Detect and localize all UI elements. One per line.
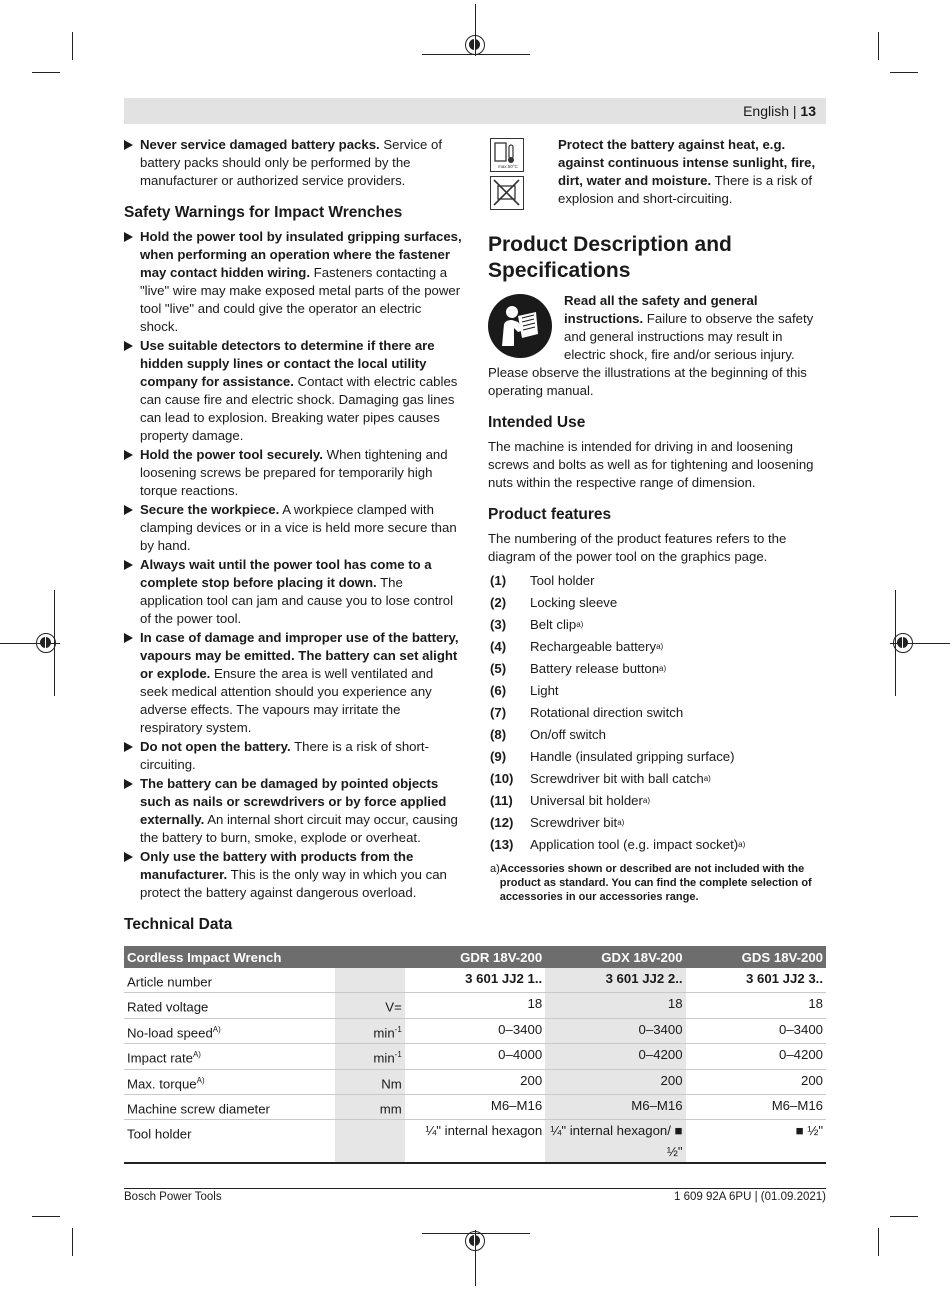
read-manual-icon — [488, 294, 552, 358]
bullet-item — [124, 738, 462, 774]
crop-mark — [890, 1216, 918, 1217]
row-label — [124, 1044, 335, 1069]
feature-number: (12) — [490, 815, 514, 830]
bullet-triangle-icon — [124, 560, 133, 570]
row-unit — [335, 968, 405, 993]
table-row — [124, 1018, 826, 1043]
feature-number: (11) — [490, 793, 513, 808]
row-value: 0–3400 — [686, 1018, 826, 1043]
features-list — [488, 570, 826, 856]
read-bold: Read all the safety and general instructions. — [564, 293, 758, 326]
header-label: English | 13 — [743, 103, 816, 119]
registration-mark-icon — [36, 633, 56, 653]
feature-number: (13) — [490, 837, 514, 852]
temperature-label: max.50°C — [498, 164, 518, 169]
list-item — [488, 680, 826, 702]
read-instructions-block — [488, 292, 826, 364]
table-header-model: GDX 18V-200 — [545, 946, 685, 968]
warning-text: There is a risk of explosion and short-circuiting. — [558, 173, 813, 206]
row-value: ■ ½" — [686, 1120, 826, 1164]
feature-number: (1) — [490, 573, 507, 588]
row-unit-text: V= — [385, 999, 402, 1015]
table-row — [124, 1069, 826, 1094]
row-value: 3 601 JJ2 1.. — [405, 968, 545, 993]
read-text: Failure to observe the safety and general instructions may result in electric shock, fire and/or serious injury. — [564, 311, 814, 362]
feature-label: Battery release button — [530, 661, 660, 676]
list-item — [488, 812, 826, 834]
bullet-item — [124, 446, 462, 500]
row-unit — [335, 1094, 405, 1119]
left-column — [124, 136, 462, 903]
bullet-item — [124, 556, 462, 628]
registration-mark-icon — [465, 35, 485, 55]
list-item — [488, 702, 826, 724]
row-value: 0–3400 — [545, 1018, 685, 1043]
table-header-label: Cordless Impact Wrench — [124, 946, 405, 968]
row-unit — [335, 1044, 405, 1069]
crop-mark — [878, 1228, 879, 1256]
bullet-bold: Use suitable detectors to determine if there are hidden supply lines or contact the local utility company for assistance. — [140, 338, 435, 389]
row-value: M6–M16 — [405, 1094, 545, 1119]
thermometer-icon — [491, 139, 522, 170]
registration-mark-icon — [893, 633, 913, 653]
warning-bold: Protect the battery against heat, e.g. against continuous intense sunlight, fire, dirt, water and moisture. — [558, 137, 816, 188]
table-row — [124, 1120, 826, 1164]
features-intro: The numbering of the product features refers to the diagram of the power tool on the graphics page. — [488, 531, 787, 564]
bullet-item — [124, 775, 462, 847]
list-item — [488, 790, 826, 812]
feature-label: Universal bit holder — [530, 793, 643, 808]
row-unit-text: min — [373, 1025, 395, 1041]
row-value: M6–M16 — [545, 1094, 685, 1119]
no-fire-water-icon — [490, 176, 524, 210]
row-value: ¼" internal hexagon/ ■ ½" — [545, 1120, 685, 1164]
crop-mark — [32, 1216, 60, 1217]
row-value: M6–M16 — [686, 1094, 826, 1119]
row-label — [124, 1069, 335, 1094]
row-value: 200 — [405, 1069, 545, 1094]
table-header-row — [124, 946, 826, 968]
bullet-text: Service of battery packs should only be performed by the manufacturer or authorized service providers. — [140, 137, 443, 188]
feature-number: (9) — [490, 749, 507, 764]
bullet-bold: In case of damage and improper use of the battery, vapours may be emitted. The battery can set alight or explode. — [140, 630, 459, 681]
row-value: 3 601 JJ2 3.. — [686, 968, 826, 993]
row-label — [124, 1018, 335, 1043]
feature-label: Rechargeable battery — [530, 639, 657, 654]
crossed-battery-icon — [491, 177, 522, 208]
page-number: 13 — [800, 103, 816, 119]
feature-sup: a) — [659, 664, 667, 673]
row-label — [124, 1094, 335, 1119]
bullet-triangle-icon — [124, 140, 133, 150]
list-item — [488, 768, 826, 790]
bullet-bold: Never service damaged battery packs. — [140, 137, 380, 152]
bullet-item — [124, 501, 462, 555]
table-header-model: GDR 18V-200 — [405, 946, 545, 968]
row-label-text: Rated voltage — [127, 999, 209, 1015]
bullet-text: Ensure the area is well ventilated and seek medical attention should you experience any adverse effects. The vapours may irritate the respiratory system. — [140, 666, 434, 735]
table-row — [124, 993, 826, 1018]
bullet-bold: Always wait until the power tool has come to a complete stop before placing it down. — [140, 557, 432, 590]
feature-number: (2) — [490, 595, 507, 610]
list-item — [488, 636, 826, 658]
crop-mark — [32, 72, 60, 73]
bullet-item — [124, 848, 462, 902]
row-value: 0–3400 — [405, 1018, 545, 1043]
row-label-sup: A) — [212, 1024, 221, 1034]
row-label-sup: A) — [192, 1050, 201, 1060]
illustrations-note: Please observe the illustrations at the beginning of this operating manual. — [488, 365, 807, 398]
footnote-key: a) — [490, 863, 500, 875]
feature-label: Handle (insulated gripping surface) — [530, 749, 735, 764]
row-value: 18 — [545, 993, 685, 1018]
crop-mark — [72, 32, 73, 60]
feature-number: (4) — [490, 639, 507, 654]
table-header-model: GDS 18V-200 — [686, 946, 826, 968]
bullet-bold: Do not open the battery. — [140, 739, 291, 754]
feature-number: (6) — [490, 683, 507, 698]
list-item — [488, 592, 826, 614]
row-label — [124, 1120, 335, 1164]
battery-heat-warning — [488, 136, 826, 210]
feature-label: Screwdriver bit with ball catch — [530, 771, 704, 786]
row-label-text: Impact rate — [127, 1050, 193, 1066]
feature-sup: a) — [576, 620, 584, 629]
row-label-text: Tool holder — [127, 1126, 192, 1142]
bullet-triangle-icon — [124, 232, 133, 242]
table-row — [124, 1044, 826, 1069]
bullet-triangle-icon — [124, 779, 133, 789]
feature-label: Light — [530, 683, 559, 698]
bullet-bold: Secure the workpiece. — [140, 502, 280, 517]
row-unit-text: Nm — [381, 1075, 402, 1091]
page-header — [124, 98, 826, 124]
table-row — [124, 968, 826, 993]
row-value: ¼" internal hexagon — [405, 1120, 545, 1164]
feature-sup: a) — [738, 840, 746, 849]
row-label-text: Article number — [127, 974, 213, 990]
right-column — [488, 136, 826, 904]
row-unit — [335, 1120, 405, 1164]
bullet-item — [124, 136, 462, 190]
feature-label: On/off switch — [530, 727, 606, 742]
row-label — [124, 968, 335, 993]
intended-use-text: The machine is intended for driving in and loosening screws and bolts as well as for tightening and loosening nuts within the respective range of dimension. — [488, 439, 814, 490]
bullet-item — [124, 337, 462, 445]
row-unit — [335, 1069, 405, 1094]
row-value: 0–4200 — [545, 1044, 685, 1069]
bullet-text: There is a risk of short-circuiting. — [140, 739, 429, 772]
footer-doc-id: 1 609 92A 6PU | (01.09.2021) — [674, 1191, 826, 1203]
feature-sup: a) — [703, 774, 711, 783]
bullet-text: A workpiece clamped with clamping devices or in a vice is held more secure than by hand. — [140, 502, 457, 553]
list-item — [488, 614, 826, 636]
feature-sup: a) — [656, 642, 664, 651]
row-label-sup: A) — [196, 1075, 205, 1085]
row-label-text: Machine screw diameter — [127, 1101, 270, 1117]
crop-mark — [878, 32, 879, 60]
table-row — [124, 1094, 826, 1119]
bullet-triangle-icon — [124, 341, 133, 351]
feature-label: Rotational direction switch — [530, 705, 684, 720]
bullet-bold: Hold the power tool securely. — [140, 447, 323, 462]
section-heading: Safety Warnings for Impact Wrenches — [124, 204, 403, 221]
feature-sup: a) — [617, 818, 625, 827]
accessories-footnote — [488, 862, 826, 904]
header-language: English — [743, 103, 789, 119]
bullet-item — [124, 228, 462, 336]
feature-number: (3) — [490, 617, 507, 632]
features-heading: Product features — [488, 506, 612, 523]
bullet-text: When tightening and loosening screws be prepared for temporarily high torque reactions. — [140, 447, 448, 498]
bullet-triangle-icon — [124, 742, 133, 752]
feature-number: (5) — [490, 661, 507, 676]
row-label-text: Max. torque — [127, 1075, 197, 1091]
row-value: 0–4000 — [405, 1044, 545, 1069]
row-value: 200 — [686, 1069, 826, 1094]
registration-mark-icon — [465, 1231, 485, 1251]
section-title: Product Description and Specifications — [488, 233, 732, 282]
bullet-triangle-icon — [124, 633, 133, 643]
list-item — [488, 724, 826, 746]
bullet-triangle-icon — [124, 505, 133, 515]
technical-data-title: Technical Data — [124, 916, 233, 933]
row-unit-sup: -1 — [394, 1024, 402, 1034]
list-item — [488, 658, 826, 680]
row-label — [124, 993, 335, 1018]
list-item — [488, 570, 826, 592]
technical-data-table — [124, 946, 826, 1164]
feature-number: (8) — [490, 727, 507, 742]
bullet-text: This is the only way in which you can protect the battery against dangerous overload. — [140, 867, 447, 900]
feature-number: (10) — [490, 771, 514, 786]
row-unit-text: min — [373, 1050, 395, 1066]
bullet-text: Fasteners contacting a "live" wire may make exposed metal parts of the power tool "live" and could give the operator an electric shock. — [140, 265, 461, 334]
row-value: 200 — [545, 1069, 685, 1094]
footer-brand: Bosch Power Tools — [124, 1191, 222, 1203]
feature-label: Locking sleeve — [530, 595, 618, 610]
bullet-text: The application tool can jam and cause you to lose control of the power tool. — [140, 575, 454, 626]
row-unit — [335, 993, 405, 1018]
row-unit-sup: -1 — [394, 1050, 402, 1060]
row-value: 18 — [686, 993, 826, 1018]
bullet-item — [124, 629, 462, 737]
footer-divider — [124, 1188, 826, 1189]
bullet-bold: Only use the battery with products from the manufacturer. — [140, 849, 414, 882]
feature-number: (7) — [490, 705, 507, 720]
list-item — [488, 746, 826, 768]
feature-label: Screwdriver bit — [530, 815, 618, 830]
feature-label: Tool holder — [530, 573, 595, 588]
row-label-text: No-load speed — [127, 1025, 213, 1041]
bullet-bold: The battery can be damaged by pointed objects such as nails or screwdrivers or by force applied externally. — [140, 776, 447, 827]
footnote-text: Accessories shown or described are not included with the product as standard. You can find the complete selection of accessories in our accessories range. — [499, 863, 812, 903]
row-value: 18 — [405, 993, 545, 1018]
bullet-text: An internal short circuit may occur, causing the battery to burn, smoke, explode or overheat. — [140, 812, 458, 845]
list-item — [488, 834, 826, 856]
battery-heat-icon — [490, 138, 524, 172]
row-value: 3 601 JJ2 2.. — [545, 968, 685, 993]
bullet-triangle-icon — [124, 852, 133, 862]
intended-use-heading: Intended Use — [488, 414, 586, 431]
bullet-bold: Hold the power tool by insulated gripping surfaces, when performing an operation where the fastener may contact hidden wiring. — [140, 229, 462, 280]
feature-label: Belt clip — [530, 617, 577, 632]
feature-sup: a) — [642, 796, 651, 805]
crop-mark — [72, 1228, 73, 1256]
bullet-text: Contact with electric cables can cause fire and electric shock. Damaging gas lines can lead to explosion. Breaking water pipes causes property damage. — [140, 374, 458, 443]
row-value: 0–4200 — [686, 1044, 826, 1069]
feature-label: Application tool (e.g. impact socket) — [530, 837, 739, 852]
row-unit-text: mm — [379, 1101, 402, 1117]
crop-mark — [890, 72, 918, 73]
bullet-triangle-icon — [124, 450, 133, 460]
row-unit — [335, 1018, 405, 1043]
